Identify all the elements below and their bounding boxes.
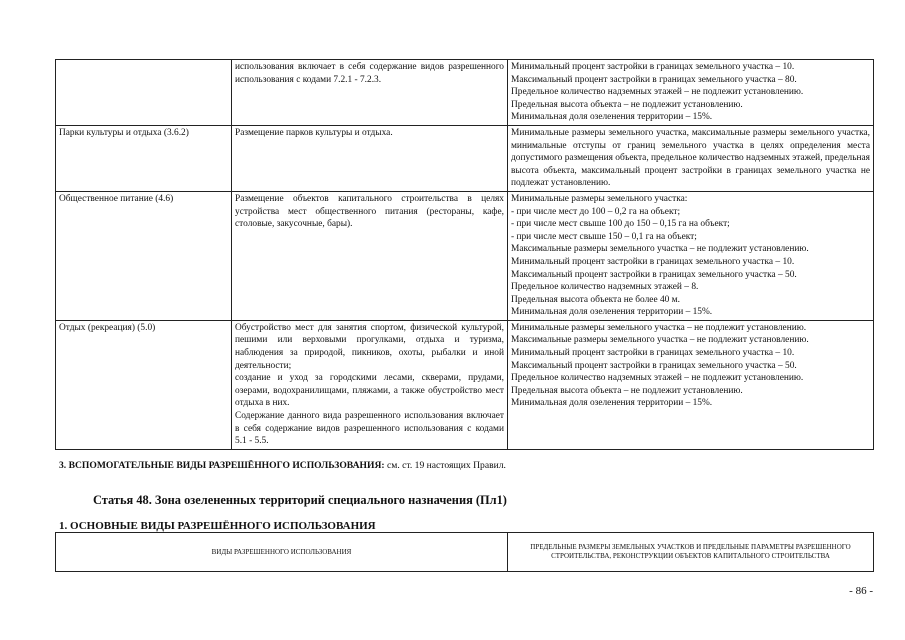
table-row (56, 191, 874, 320)
table-row (56, 320, 874, 449)
use-cell: Общественное питание (4.6) (56, 191, 232, 320)
table-row (56, 125, 874, 191)
header-cell-parameters: ПРЕДЕЛЬНЫЕ РАЗМЕРЫ ЗЕМЕЛЬНЫХ УЧАСТКОВ И ПРЕДЕЛЬНЫЕ ПАРАМЕТРЫ РАЗРЕШЕННОГО СТРОИТЕЛЬСТВА, РЕКОНСТРУКЦИИ ОБЪЕКТОВ КАПИТАЛЬНОГО СТРОИТЕЛЬСТВА (508, 533, 874, 572)
parameter-line: Минимальные размеры земельного участка – не подлежит установлению. (511, 322, 807, 333)
parameter-line: Минимальные размеры земельного участка, максимальные размеры земельного участка, минимальные отступы от границ земельного участка в целях определения места допустимого размещения объекта, предельное количество надземных этажей, предельная высота объекта, максимальный процент застройки в границах земельного участка не подлежат установлению. (511, 127, 870, 189)
header-row (56, 533, 874, 572)
description-cell (232, 125, 508, 191)
parameter-line: Максимальные размеры земельного участка – не подлежит установлению. (511, 244, 809, 255)
parameter-line: - при числе мест до 100 – 0,2 га на объект; (511, 206, 681, 217)
auxiliary-uses-line (59, 460, 506, 471)
parameter-line: Предельная высота объекта не более 40 м. (511, 294, 680, 305)
parameter-line: Минимальный процент застройки в границах земельного участка – 10. (511, 348, 795, 359)
parameter-line: Предельное количество надземных этажей – не подлежит установлению. (511, 87, 804, 98)
parameter-line: Максимальные размеры земельного участка – не подлежит установлению. (511, 335, 809, 346)
zoning-table (55, 59, 874, 450)
parameter-line: Минимальная доля озеленения территории – 15%. (511, 112, 713, 123)
auxiliary-uses-reference: см. ст. 19 настоящих Правил. (384, 460, 506, 471)
parameter-line: - при числе мест свыше 150 – 0,1 га на объект; (511, 231, 697, 242)
parameter-line: Предельное количество надземных этажей – не подлежит установлению. (511, 373, 804, 384)
section-heading: 1. ОСНОВНЫЕ ВИДЫ РАЗРЕШЁННОГО ИСПОЛЬЗОВАНИЯ (59, 520, 376, 532)
parameter-line: Максимальный процент застройки в границах земельного участка – 80. (511, 74, 797, 85)
description-paragraph: Обустройство мест для занятия спортом, физической культурой, пешими или верховыми прогулками, отдыха и туризма, наблюдения за природой, пикников, охоты, рыбалки и иной деятельности; (235, 322, 504, 371)
description-paragraph: создание и уход за городскими лесами, скверами, прудами, озерами, водохранилищами, пляжами, а также обустройство мест отдыха в них. (235, 373, 504, 409)
page-number: - 86 - (849, 585, 873, 597)
use-cell (56, 60, 232, 126)
parameter-line: Минимальные размеры земельного участка: (511, 193, 688, 204)
parameter-line: Максимальный процент застройки в границах земельного участка – 50. (511, 360, 797, 371)
parameter-line: Минимальная доля озеленения территории – 15%. (511, 398, 713, 409)
article-title: Статья 48. Зона озелененных территорий специального назначения (Пл1) (93, 493, 507, 507)
parameter-line: Предельная высота объекта – не подлежит установлению. (511, 99, 743, 110)
parameter-line: Минимальный процент застройки в границах земельного участка – 10. (511, 256, 795, 267)
description-paragraph: Размещение объектов капитального строительства в целях устройства мест общественного питания (рестораны, кафе, столовые, закусочные, бары). (235, 193, 504, 230)
parameters-cell (508, 191, 874, 320)
use-cell: Парки культуры и отдыха (3.6.2) (56, 125, 232, 191)
parameters-cell (508, 125, 874, 191)
use-cell: Отдых (рекреация) (5.0) (56, 320, 232, 449)
table-row (56, 60, 874, 126)
parameter-line: Предельная высота объекта – не подлежит установлению. (511, 385, 743, 396)
header-cell-uses: ВИДЫ РАЗРЕШЕННОГО ИСПОЛЬЗОВАНИЯ (56, 533, 508, 572)
parameter-line: - при числе мест свыше 100 до 150 – 0,15 га на объект; (511, 219, 730, 230)
parameter-line: Минимальный процент застройки в границах земельного участка – 10. (511, 62, 795, 72)
parameters-cell (508, 60, 874, 126)
next-table-header (55, 532, 874, 572)
parameter-line: Максимальный процент застройки в границах земельного участка – 50. (511, 269, 797, 280)
parameter-line: Предельное количество надземных этажей – 8. (511, 282, 699, 293)
description-cell (232, 60, 508, 126)
description-cell (232, 191, 508, 320)
description-paragraph: Размещение парков культуры и отдыха. (235, 127, 393, 138)
description-paragraph: Содержание данного вида разрешенного использования включает в себя содержание видов разрешенного использования с кодами 5.1 - 5.5. (235, 411, 504, 447)
parameters-cell (508, 320, 874, 449)
auxiliary-uses-heading: 3. ВСПОМОГАТЕЛЬНЫЕ ВИДЫ РАЗРЕШЁННОГО ИСПОЛЬЗОВАНИЯ: (59, 460, 385, 471)
description-cell (232, 320, 508, 449)
parameter-line: Минимальная доля озеленения территории – 15%. (511, 307, 713, 318)
description-paragraph: использования включает в себя содержание видов разрешенного использования с кодами 7.2.1 - 7.2.3. (235, 62, 504, 85)
